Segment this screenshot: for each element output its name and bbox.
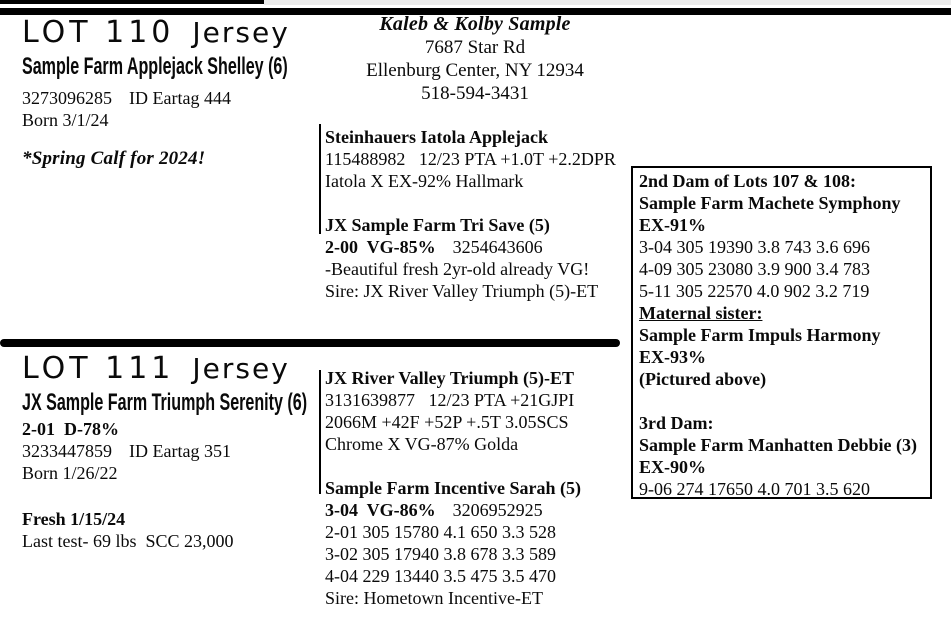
lot-111-registration-line	[22, 440, 322, 462]
lot-110-sire-name: Steinhauers Iatola Applejack	[325, 127, 549, 147]
lot-110-dam-sire-line: Sire: JX River Valley Triumph (5)-ET	[325, 281, 599, 301]
maternal-sister-note: (Pictured above)	[639, 369, 767, 389]
consignor-name: Kaleb & Kolby Sample	[379, 13, 571, 35]
lot-111-dam-name: Sample Farm Incentive Sarah (5)	[325, 478, 581, 498]
lot-111-animal-name: JX Sample Farm Triumph Serenity (6)	[22, 389, 308, 416]
consignor-phone: 518-594-3431	[421, 83, 529, 104]
lot-110-sire-data: 115488982 12/23 PTA +1.0T +2.2DPR	[325, 149, 616, 169]
spacer	[22, 484, 322, 508]
lot-111-dam-sire-line: Sire: Hometown Incentive-ET	[325, 588, 543, 608]
lot-110-breed: Jersey	[192, 16, 290, 49]
second-dam-score: EX-91%	[639, 215, 706, 235]
third-dam-record: 9-06 274 17650 4.0 701 3.5 620	[639, 479, 870, 499]
lot-111-sire-pedigree: Chrome X VG-87% Golda	[325, 434, 519, 454]
spacer	[325, 192, 630, 214]
extended-pedigree-box	[631, 166, 932, 499]
second-dam-record: 5-11 305 22570 4.0 902 3.2 719	[639, 281, 870, 301]
spacer	[325, 455, 630, 477]
lot-111-breed: Jersey	[192, 352, 290, 385]
lot-110-section	[22, 14, 322, 170]
maternal-sister-name: Sample Farm Impuls Harmony	[639, 325, 881, 345]
lot-111-dam-record: 2-01 305 15780 4.1 650 3.3 528	[325, 522, 556, 542]
lot-111-last-test: Last test- 69 lbs SCC 23,000	[22, 531, 234, 551]
lot-divider	[0, 339, 620, 347]
lot-111-registration-number: 3233447859	[22, 441, 112, 461]
third-dam-score: EX-90%	[639, 457, 706, 477]
lot-110-sire-pedigree: Iatola X EX-92% Hallmark	[325, 171, 524, 191]
second-dam-name: Sample Farm Machete Symphony	[639, 193, 901, 213]
lot-110-animal-name: Sample Farm Applejack Shelley (6)	[22, 53, 288, 80]
lot-111-fresh-date: Fresh 1/15/24	[22, 509, 126, 529]
lot-111-heading	[22, 350, 322, 388]
lot-111-sire-proof: 2066M +42F +52P +.5T 3.05SCS	[325, 412, 569, 432]
second-dam-record: 3-04 305 19390 3.8 743 3.6 696	[639, 237, 870, 257]
lot-111-eartag: ID Eartag 351	[129, 441, 231, 461]
lot-110-registration-line	[22, 87, 322, 109]
lot-110-pedigree	[325, 126, 630, 302]
lot-110-heading	[22, 14, 322, 52]
lot-110-dam-score-line	[325, 236, 630, 258]
spacer	[639, 390, 930, 412]
lot-110-dam-name: JX Sample Farm Tri Save (5)	[325, 215, 550, 235]
third-dam-label: 3rd Dam:	[639, 413, 714, 433]
lot-111-number: LOT 111	[22, 351, 175, 386]
maternal-sister-label: Maternal sister:	[639, 303, 763, 323]
maternal-sister-score: EX-93%	[639, 347, 706, 367]
consignor-block	[290, 12, 660, 105]
lot-110-dam-registration: 3254643606	[452, 237, 543, 257]
second-dam-heading: 2nd Dam of Lots 107 & 108:	[639, 171, 857, 191]
lot-110-sale-note: *Spring Calf for 2024!	[22, 148, 206, 169]
top-right-strip	[264, 0, 951, 5]
lot-111-score: 2-01 D-78%	[22, 419, 119, 439]
pedigree-divider-111	[319, 370, 321, 494]
lot-110-dam-comment: -Beautiful fresh 2yr-old already VG!	[325, 259, 590, 279]
lot-111-dam-record: 3-02 305 17940 3.8 678 3.3 589	[325, 544, 556, 564]
lot-111-dam-registration: 3206952925	[452, 500, 543, 520]
lot-111-sire-name: JX River Valley Triumph (5)-ET	[325, 368, 575, 388]
pedigree-divider-110	[319, 124, 321, 234]
third-dam-name: Sample Farm Manhatten Debbie (3)	[639, 435, 917, 455]
consignor-city: Ellenburg Center, NY 12934	[366, 60, 584, 81]
consignor-street: 7687 Star Rd	[424, 37, 526, 58]
lot-110-birth-date: Born 3/1/24	[22, 110, 109, 130]
lot-111-birth-date: Born 1/26/22	[22, 463, 118, 483]
second-dam-record: 4-09 305 23080 3.9 900 3.4 783	[639, 259, 870, 279]
lot-111-pedigree	[325, 367, 630, 609]
lot-111-dam-score: 3-04 VG-86%	[325, 500, 436, 520]
lot-110-number: LOT 110	[22, 15, 175, 50]
lot-111-dam-score-line	[325, 499, 630, 521]
lot-111-dam-record: 4-04 229 13440 3.5 475 3.5 470	[325, 566, 556, 586]
lot-110-dam-score: 2-00 VG-85%	[325, 237, 436, 257]
top-left-strip	[0, 0, 264, 4]
lot-111-sire-data: 3131639877 12/23 PTA +21GJPI	[325, 390, 575, 410]
lot-111-section	[22, 350, 322, 552]
lot-110-eartag: ID Eartag 444	[129, 88, 231, 108]
lot-110-registration-number: 3273096285	[22, 88, 112, 108]
